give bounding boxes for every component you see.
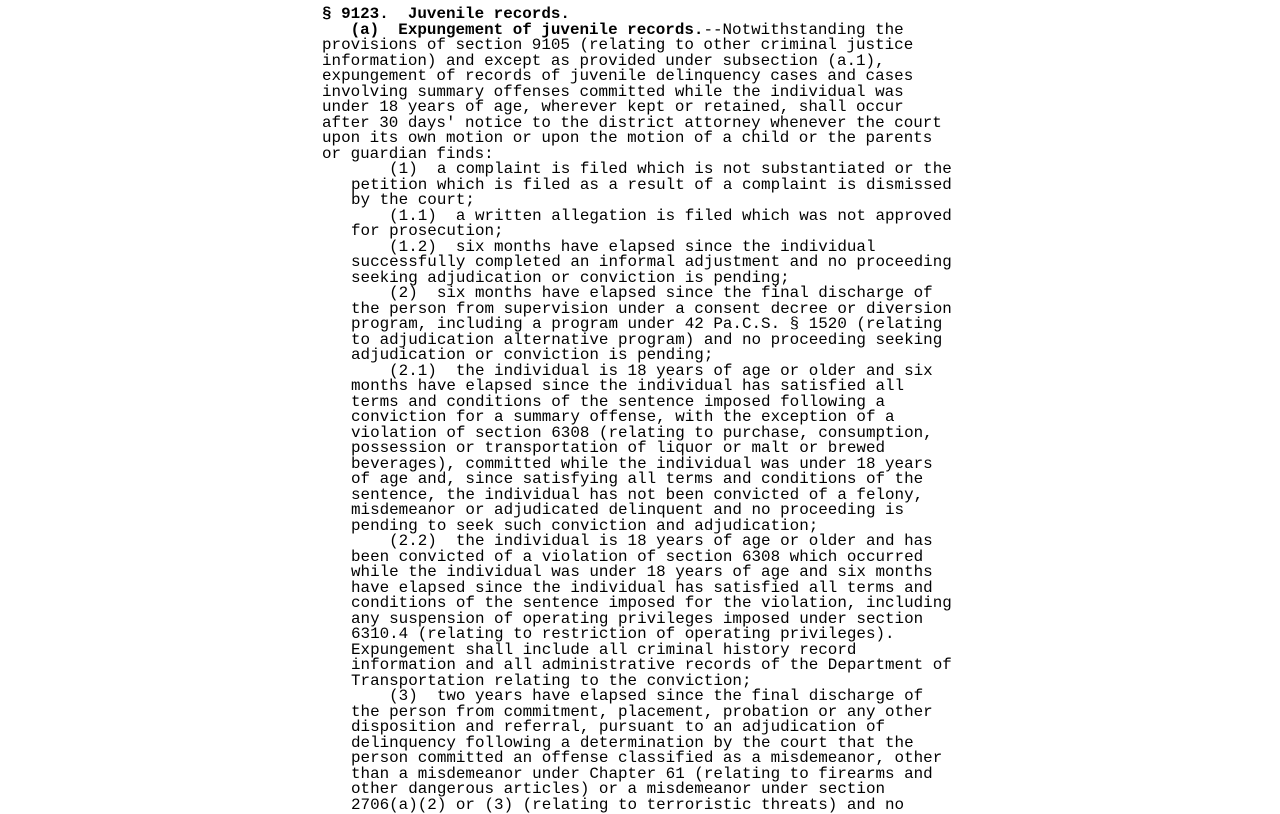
paragraph-block bbox=[322, 206, 952, 240]
paragraph-first-line: (1.1) a written allegation is filed which was not approved bbox=[351, 206, 952, 225]
subsection-a-line: expungement of records of juvenile delinquency cases and cases bbox=[322, 67, 914, 85]
paragraph-line: pending to seek such conviction and adjudication; bbox=[351, 516, 819, 535]
paragraph-line: delinquency following a determination by the court that the bbox=[351, 733, 914, 752]
paragraph-line: person committed an offense classified as a misdemeanor, other bbox=[351, 749, 943, 767]
paragraph-first-line: (1) a complaint is filed which is not substantiated or the bbox=[351, 160, 952, 178]
paragraph-line: Transportation relating to the conviction; bbox=[351, 671, 752, 690]
paragraph-line: adjudication or conviction is pending; bbox=[351, 346, 714, 364]
paragraph-line: 6310.4 (relating to restriction of operating privileges). bbox=[351, 625, 895, 643]
subsection-a-line: after 30 days' notice to the district attorney whenever the court bbox=[322, 113, 942, 132]
paragraph-block bbox=[322, 237, 952, 287]
paragraph-line: Expungement shall include all criminal history record bbox=[351, 640, 857, 659]
paragraph-line: possession or transportation of liquor or malt or brewed bbox=[351, 439, 886, 457]
paragraph-line: successfully completed an informal adjustment and no proceeding bbox=[351, 253, 952, 271]
paragraph-block bbox=[322, 162, 952, 209]
paragraph-first-line: (2.1) the individual is 18 years of age or older and six bbox=[351, 361, 933, 380]
paragraph-first-line: (1.2) six months have elapsed since the individual bbox=[351, 237, 876, 256]
paragraph-line: by the court; bbox=[351, 191, 475, 209]
paragraph-first-line: (2.2) the individual is 18 years of age or older and has bbox=[351, 532, 933, 550]
paragraph-line: other dangerous articles) or a misdemeanor under section bbox=[351, 780, 886, 798]
paragraph-line: violation of section 6308 (relating to purchase, consumption, bbox=[351, 423, 933, 442]
paragraph-line: months have elapsed since the individual has satisfied all bbox=[351, 377, 905, 395]
paragraph-first-line: (3) two years have elapsed since the final discharge of bbox=[351, 687, 924, 705]
paragraph-first-line: (2) six months have elapsed since the final discharge of bbox=[351, 284, 933, 302]
paragraph-list bbox=[322, 162, 952, 813]
paragraph-block bbox=[322, 689, 952, 813]
subsection-a-heading: Expungement of juvenile records. bbox=[398, 20, 704, 39]
paragraph-line: petition which is filed as a result of a complaint is dismissed bbox=[351, 175, 952, 194]
paragraph-line: any suspension of operating privileges imposed under section bbox=[351, 609, 924, 628]
paragraph-line: 2706(a)(2) or (3) (relating to terroristic threats) and no bbox=[351, 795, 905, 814]
paragraph-line: of age and, since satisfying all terms and conditions of the bbox=[351, 470, 924, 488]
subsection-a-line: provisions of section 9105 (relating to other criminal justice bbox=[322, 36, 914, 54]
paragraph-line: seeking adjudication or conviction is pending; bbox=[351, 268, 790, 287]
subsection-a-line: under 18 years of age, wherever kept or retained, shall occur bbox=[322, 98, 904, 116]
subsection-a-lead: --Notwithstanding the bbox=[703, 20, 904, 39]
paragraph-line: the person from supervision under a consent decree or diversion bbox=[351, 299, 952, 318]
paragraph-block bbox=[322, 361, 952, 535]
paragraph-line: to adjudication alternative program) and no proceeding seeking bbox=[351, 330, 943, 349]
paragraph-block bbox=[322, 534, 952, 689]
paragraph-line: been convicted of a violation of section 6308 which occurred bbox=[351, 547, 924, 566]
paragraph-line: program, including a program under 42 Pa.C.S. § 1520 (relating bbox=[351, 315, 943, 333]
paragraph-block bbox=[322, 286, 952, 364]
subsection-a-label: (a) bbox=[350, 20, 380, 39]
section-title: Juvenile records. bbox=[407, 5, 570, 23]
paragraph-line: for prosecution; bbox=[351, 222, 504, 240]
paragraph-line: sentence, the individual has not been convicted of a felony, bbox=[351, 485, 924, 504]
paragraph-line: conditions of the sentence imposed for the violation, including bbox=[351, 594, 952, 612]
subsection-a-line: involving summary offenses committed while the individual was bbox=[322, 82, 904, 101]
statute-text bbox=[322, 7, 952, 813]
section-number: § 9123. bbox=[322, 5, 389, 23]
paragraph-line: misdemeanor or adjudicated delinquent and no proceeding is bbox=[351, 501, 905, 519]
paragraph-line: information and all administrative records of the Department of bbox=[351, 656, 952, 674]
paragraph-line: the person from commitment, placement, probation or any other bbox=[351, 702, 933, 721]
subsection-a-line: or guardian finds: bbox=[322, 144, 494, 163]
paragraph-line: terms and conditions of the sentence imposed following a bbox=[351, 392, 886, 411]
paragraph-line: disposition and referral, pursuant to an adjudication of bbox=[351, 718, 886, 736]
paragraph-line: have elapsed since the individual has satisfied all terms and bbox=[351, 578, 933, 597]
paragraph-line: while the individual was under 18 years of age and six months bbox=[351, 563, 933, 581]
subsection-a-line: upon its own motion or upon the motion of a child or the parents bbox=[322, 129, 933, 147]
paragraph-line: conviction for a summary offense, with the exception of a bbox=[351, 408, 895, 426]
subsection-a-line: information) and except as provided under subsection (a.1), bbox=[322, 51, 885, 70]
paragraph-line: beverages), committed while the individual was under 18 years bbox=[351, 454, 933, 473]
paragraph-line: than a misdemeanor under Chapter 61 (relating to firearms and bbox=[351, 764, 933, 783]
subsection-a-body bbox=[322, 38, 952, 162]
